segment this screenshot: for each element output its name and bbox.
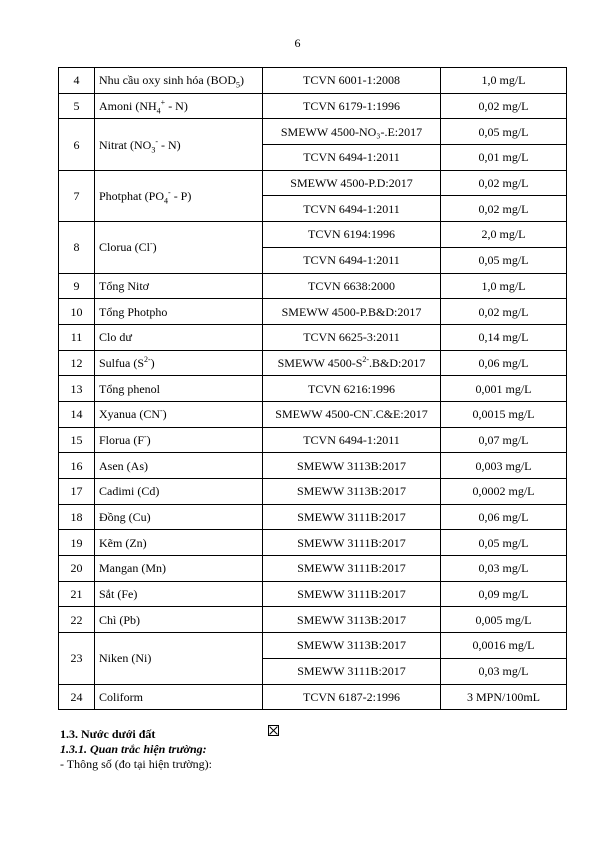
table-row bbox=[59, 119, 567, 145]
table-row bbox=[59, 273, 567, 299]
row-number: 23 bbox=[59, 633, 95, 684]
parameters-table-body bbox=[59, 68, 567, 710]
detection-limit: 0,0016 mg/L bbox=[441, 633, 567, 659]
row-number: 22 bbox=[59, 607, 95, 633]
table-row bbox=[59, 324, 567, 350]
analysis-method: SMEWW 3111B:2017 bbox=[263, 504, 441, 530]
parameter-name: Mangan (Mn) bbox=[95, 556, 263, 582]
table-row bbox=[59, 530, 567, 556]
analysis-method: SMEWW 3111B:2017 bbox=[263, 530, 441, 556]
section-bullet: - Thông số (đo tại hiện trường): bbox=[60, 757, 212, 771]
row-number: 5 bbox=[59, 93, 95, 119]
row-number: 9 bbox=[59, 273, 95, 299]
analysis-method: TCVN 6216:1996 bbox=[263, 376, 441, 402]
detection-limit: 1,0 mg/L bbox=[441, 68, 567, 94]
parameter-name: Clorua (Cl-) bbox=[95, 222, 263, 273]
parameter-name: Tổng Photpho bbox=[95, 299, 263, 325]
table-row bbox=[59, 479, 567, 505]
row-number: 16 bbox=[59, 453, 95, 479]
parameter-name: Sulfua $(S^{2-})$ bbox=[95, 350, 263, 376]
parameter-name: Coliform bbox=[95, 684, 263, 710]
detection-limit: 0,02 mg/L bbox=[441, 93, 567, 119]
table-row bbox=[59, 556, 567, 582]
analysis-method: SMEWW 3113B:2017 bbox=[263, 479, 441, 505]
row-number: 14 bbox=[59, 401, 95, 427]
row-number: 19 bbox=[59, 530, 95, 556]
parameter-name: Sắt (Fe) bbox=[95, 581, 263, 607]
detection-limit: 0,001 mg/L bbox=[441, 376, 567, 402]
detection-limit: 0,06 mg/L bbox=[441, 350, 567, 376]
section-heading: 1.3. Nước dưới đất bbox=[60, 727, 156, 741]
row-number: 15 bbox=[59, 427, 95, 453]
parameter-name: Photphat $(PO_4^- - P)$ bbox=[95, 170, 263, 221]
detection-limit: 2,0 mg/L bbox=[441, 222, 567, 248]
row-number: 6 bbox=[59, 119, 95, 170]
section-subheading: 1.3.1. Quan trắc hiện trường: bbox=[60, 742, 207, 756]
parameter-name: Đồng (Cu) bbox=[95, 504, 263, 530]
table-row bbox=[59, 222, 567, 248]
table-row bbox=[59, 376, 567, 402]
analysis-method: SMEWW 4500-CN-.C&E:2017 bbox=[263, 401, 441, 427]
row-number: 17 bbox=[59, 479, 95, 505]
analysis-method: SMEWW 4500-NO₃-.E:2017 bbox=[263, 119, 441, 145]
detection-limit: 0,02 mg/L bbox=[441, 196, 567, 222]
analysis-method: SMEWW 4500-P.D:2017 bbox=[263, 170, 441, 196]
parameter-name: Kẽm (Zn) bbox=[95, 530, 263, 556]
page-number: 6 bbox=[294, 36, 301, 50]
analysis-method: SMEWW $4500-S^{2-}.B\&D:2017$ bbox=[263, 350, 441, 376]
row-number: 24 bbox=[59, 684, 95, 710]
table-row bbox=[59, 607, 567, 633]
analysis-method: TCVN 6494-1:2011 bbox=[263, 145, 441, 171]
parameter-name: Niken (Ni) bbox=[95, 633, 263, 684]
analysis-method: SMEWW 4500-P.B&D:2017 bbox=[263, 299, 441, 325]
table-row bbox=[59, 504, 567, 530]
detection-limit: 0,02 mg/L bbox=[441, 299, 567, 325]
analysis-method: TCVN 6625-3:2011 bbox=[263, 324, 441, 350]
parameter-name: Amoni $(NH_4^+ - N)$ bbox=[95, 93, 263, 119]
detection-limit: 1,0 mg/L bbox=[441, 273, 567, 299]
detection-limit: 0,07 mg/L bbox=[441, 427, 567, 453]
row-number: 8 bbox=[59, 222, 95, 273]
row-number: 4 bbox=[59, 68, 95, 94]
table-row bbox=[59, 93, 567, 119]
parameter-name: Nhu cầu oxy sinh hóa $(BOD_5)$ bbox=[95, 68, 263, 94]
detection-limit: 0,03 mg/L bbox=[441, 658, 567, 684]
row-number: 18 bbox=[59, 504, 95, 530]
table-row bbox=[59, 68, 567, 94]
table-row bbox=[59, 350, 567, 376]
analysis-method: SMEWW 3113B:2017 bbox=[263, 633, 441, 659]
parameter-name: Asen (As) bbox=[95, 453, 263, 479]
table-row bbox=[59, 581, 567, 607]
detection-limit: 3 MPN/100mL bbox=[441, 684, 567, 710]
detection-limit: 0,02 mg/L bbox=[441, 170, 567, 196]
analysis-method: TCVN 6494-1:2011 bbox=[263, 196, 441, 222]
analysis-method: SMEWW 3111B:2017 bbox=[263, 581, 441, 607]
parameter-name: Chì (Pb) bbox=[95, 607, 263, 633]
analysis-method: TCVN 6494-1:2011 bbox=[263, 247, 441, 273]
analysis-method: TCVN 6179-1:1996 bbox=[263, 93, 441, 119]
table-row bbox=[59, 684, 567, 710]
analysis-method: SMEWW 3113B:2017 bbox=[263, 607, 441, 633]
analysis-method: TCVN 6494-1:2011 bbox=[263, 427, 441, 453]
table-row bbox=[59, 633, 567, 659]
checkbox-checked-icon bbox=[268, 725, 279, 736]
row-number: 13 bbox=[59, 376, 95, 402]
detection-limit: 0,03 mg/L bbox=[441, 556, 567, 582]
row-number: 12 bbox=[59, 350, 95, 376]
detection-limit: 0,0015 mg/L bbox=[441, 401, 567, 427]
detection-limit: 0,0002 mg/L bbox=[441, 479, 567, 505]
parameter-name: Xyanua (CN-) bbox=[95, 401, 263, 427]
parameter-name: Florua (F-) bbox=[95, 427, 263, 453]
row-number: 7 bbox=[59, 170, 95, 221]
analysis-method: TCVN 6194:1996 bbox=[263, 222, 441, 248]
detection-limit: 0,05 mg/L bbox=[441, 119, 567, 145]
detection-limit: 0,09 mg/L bbox=[441, 581, 567, 607]
detection-limit: 0,003 mg/L bbox=[441, 453, 567, 479]
parameter-name: Nitrat $(NO_3^- - N)$ bbox=[95, 119, 263, 170]
parameter-name: Tổng phenol bbox=[95, 376, 263, 402]
table-row bbox=[59, 453, 567, 479]
detection-limit: 0,05 mg/L bbox=[441, 247, 567, 273]
row-number: 10 bbox=[59, 299, 95, 325]
parameter-name: Cadimi (Cd) bbox=[95, 479, 263, 505]
analysis-method: TCVN 6001-1:2008 bbox=[263, 68, 441, 94]
row-number: 11 bbox=[59, 324, 95, 350]
analysis-method: TCVN 6187-2:1996 bbox=[263, 684, 441, 710]
parameter-name: Tổng Nitơ bbox=[95, 273, 263, 299]
table-row bbox=[59, 427, 567, 453]
analysis-method: SMEWW 3111B:2017 bbox=[263, 556, 441, 582]
row-number: 21 bbox=[59, 581, 95, 607]
detection-limit: 0,14 mg/L bbox=[441, 324, 567, 350]
analysis-method: SMEWW 3113B:2017 bbox=[263, 453, 441, 479]
detection-limit: 0,05 mg/L bbox=[441, 530, 567, 556]
row-number: 20 bbox=[59, 556, 95, 582]
parameter-name: Clo dư bbox=[95, 324, 263, 350]
analysis-method: SMEWW 3111B:2017 bbox=[263, 658, 441, 684]
parameters-table bbox=[58, 67, 567, 710]
detection-limit: 0,06 mg/L bbox=[441, 504, 567, 530]
detection-limit: 0,01 mg/L bbox=[441, 145, 567, 171]
analysis-method: TCVN 6638:2000 bbox=[263, 273, 441, 299]
detection-limit: 0,005 mg/L bbox=[441, 607, 567, 633]
table-row bbox=[59, 299, 567, 325]
table-row bbox=[59, 170, 567, 196]
table-row bbox=[59, 401, 567, 427]
